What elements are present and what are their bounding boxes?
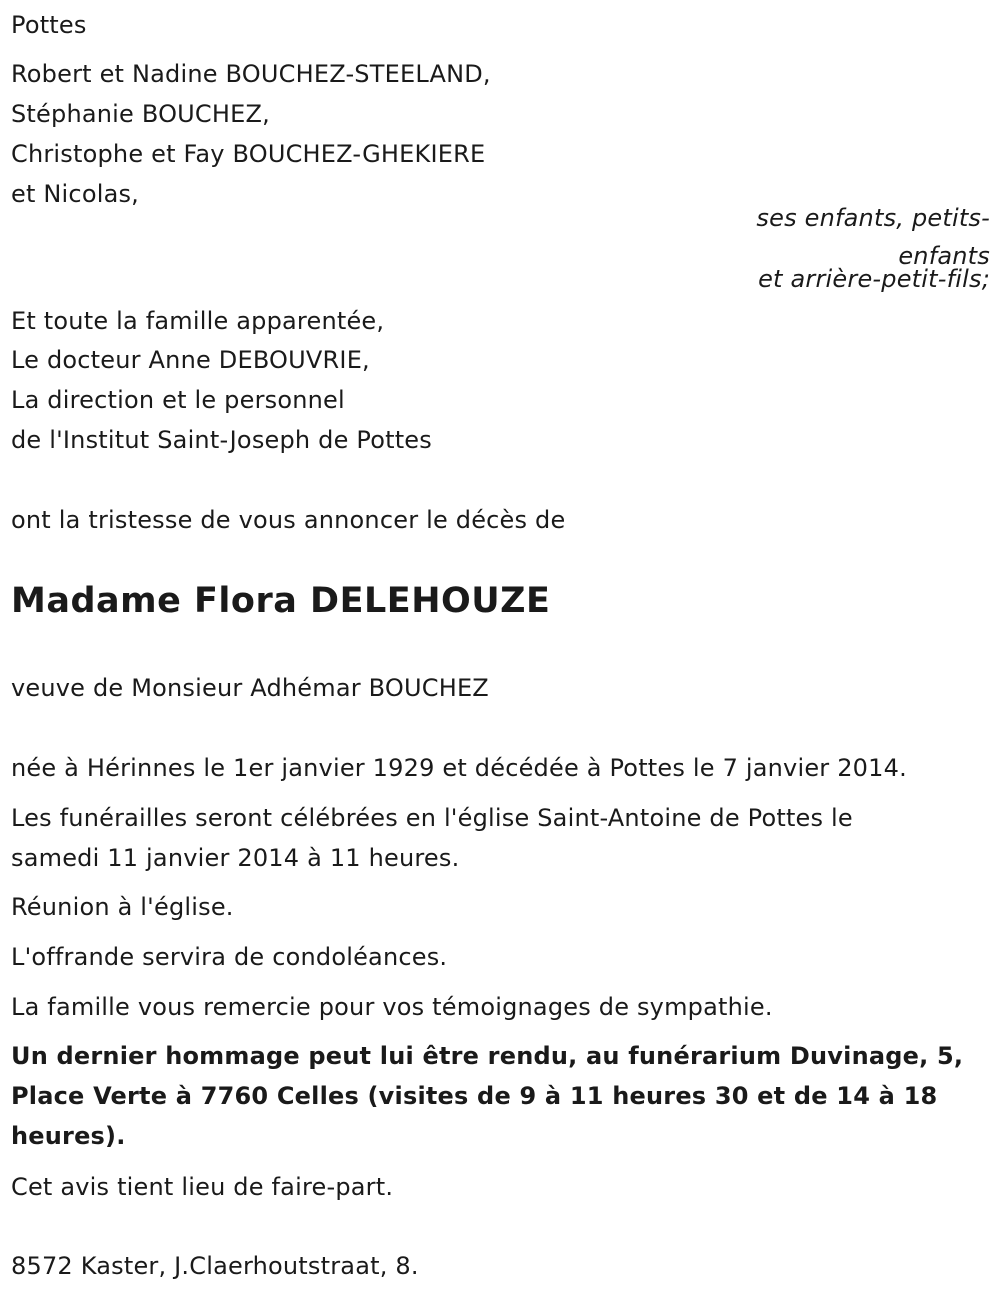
relation-line: enfants — [898, 242, 990, 270]
tribute-line: Un dernier hommage peut lui être rendu, au funérarium Duvinage, 5, — [11, 1042, 964, 1070]
widow-of-text: veuve de Monsieur Adhémar BOUCHEZ — [11, 674, 489, 702]
others-line: La direction et le personnel — [11, 386, 345, 414]
family-line: Christophe et Fay BOUCHEZ-GHEKIERE — [11, 140, 486, 168]
others-line: Le docteur Anne DEBOUVRIE, — [11, 346, 370, 374]
family-line: Stéphanie BOUCHEZ, — [11, 100, 270, 128]
town-label: Pottes — [11, 11, 87, 39]
others-line: de l'Institut Saint-Joseph de Pottes — [11, 426, 432, 454]
family-line: et Nicolas, — [11, 180, 140, 208]
tribute-line: Place Verte à 7760 Celles (visites de 9 à 11 heures 30 et de 14 à 18 — [11, 1082, 938, 1110]
thanks-text: La famille vous remercie pour vos témoignages de sympathie. — [11, 993, 773, 1021]
funeral-line: samedi 11 janvier 2014 à 11 heures. — [11, 844, 460, 872]
born-died-text: née à Hérinnes le 1er janvier 1929 et décédée à Pottes le 7 janvier 2014. — [11, 754, 907, 782]
relation-line: ses enfants, petits- — [756, 204, 990, 232]
notice-text: Cet avis tient lieu de faire-part. — [11, 1173, 394, 1201]
others-line: Et toute la famille apparentée, — [11, 307, 385, 335]
announce-text: ont la tristesse de vous annoncer le décès de — [11, 506, 566, 534]
tribute-line: heures). — [11, 1122, 126, 1150]
offering-text: L'offrande servira de condoléances. — [11, 943, 448, 971]
relation-line: et arrière-petit-fils; — [758, 265, 990, 293]
meeting-text: Réunion à l'église. — [11, 893, 234, 921]
address-text: 8572 Kaster, J.Claerhoutstraat, 8. — [11, 1252, 419, 1280]
family-line: Robert et Nadine BOUCHEZ-STEELAND, — [11, 60, 491, 88]
funeral-line: Les funérailles seront célébrées en l'église Saint-Antoine de Pottes le — [11, 804, 853, 832]
deceased-name: Madame Flora DELEHOUZE — [11, 581, 551, 621]
